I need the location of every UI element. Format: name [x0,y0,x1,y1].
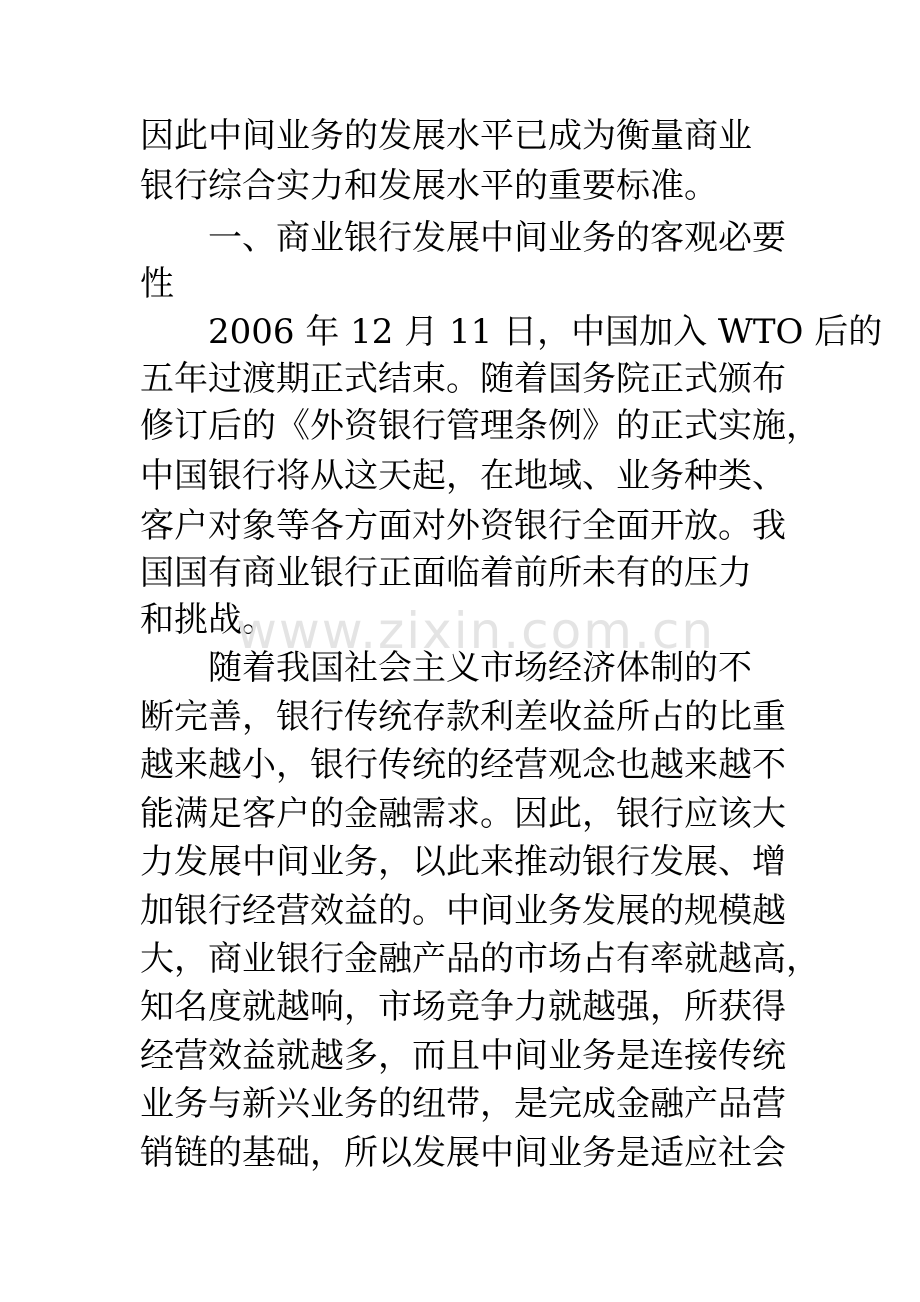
text-line: 经营效益就越多，而且中间业务是连接传统 [140,1036,786,1076]
text-line: 因此中间业务的发展水平已成为衡量商业 [140,116,752,156]
section-heading: 一、商业银行发展中间业务的客观必要 [208,218,786,258]
text-line: 中国银行将从这天起，在地域、业务种类、 [140,456,786,496]
text-line: 和挑战。 [140,600,276,640]
section-heading-continued: 性 [140,264,174,304]
text-line: 大，商业银行金融产品的市场占有率就越高， [140,939,820,979]
watermark: www.zixin.com.cn [236,602,716,660]
text-line: 加银行经营效益的。中间业务发展的规模越 [140,891,786,931]
text-line: 能满足客户的金融需求。因此，银行应该大 [140,794,786,834]
text-line: 五年过渡期正式结束。随着国务院正式颁布 [140,359,786,399]
text-line: 销链的基础，所以发展中间业务是适应社会 [140,1133,786,1173]
text-line: 力发展中间业务，以此来推动银行发展、增 [140,842,786,882]
text-line: 随着我国社会主义市场经济体制的不 [208,648,752,688]
text-line: 客户对象等各方面对外资银行全面开放。我 [140,506,786,546]
text-line: 知名度就越响，市场竞争力就越强，所获得 [140,987,786,1027]
text-line: 越来越小，银行传统的经营观念也越来越不 [140,745,786,785]
text-line: 2006 年 12 月 11 日，中国加入 WTO 后的 [208,312,883,352]
text-line: 修订后的《外资银行管理条例》的正式实施， [140,406,820,446]
text-line: 银行综合实力和发展水平的重要标准。 [140,166,718,206]
text-line: 业务与新兴业务的纽带，是完成金融产品营 [140,1084,786,1124]
text-line: 国国有商业银行正面临着前所未有的压力 [140,553,752,593]
text-line: 断完善，银行传统存款利差收益所占的比重 [140,697,786,737]
